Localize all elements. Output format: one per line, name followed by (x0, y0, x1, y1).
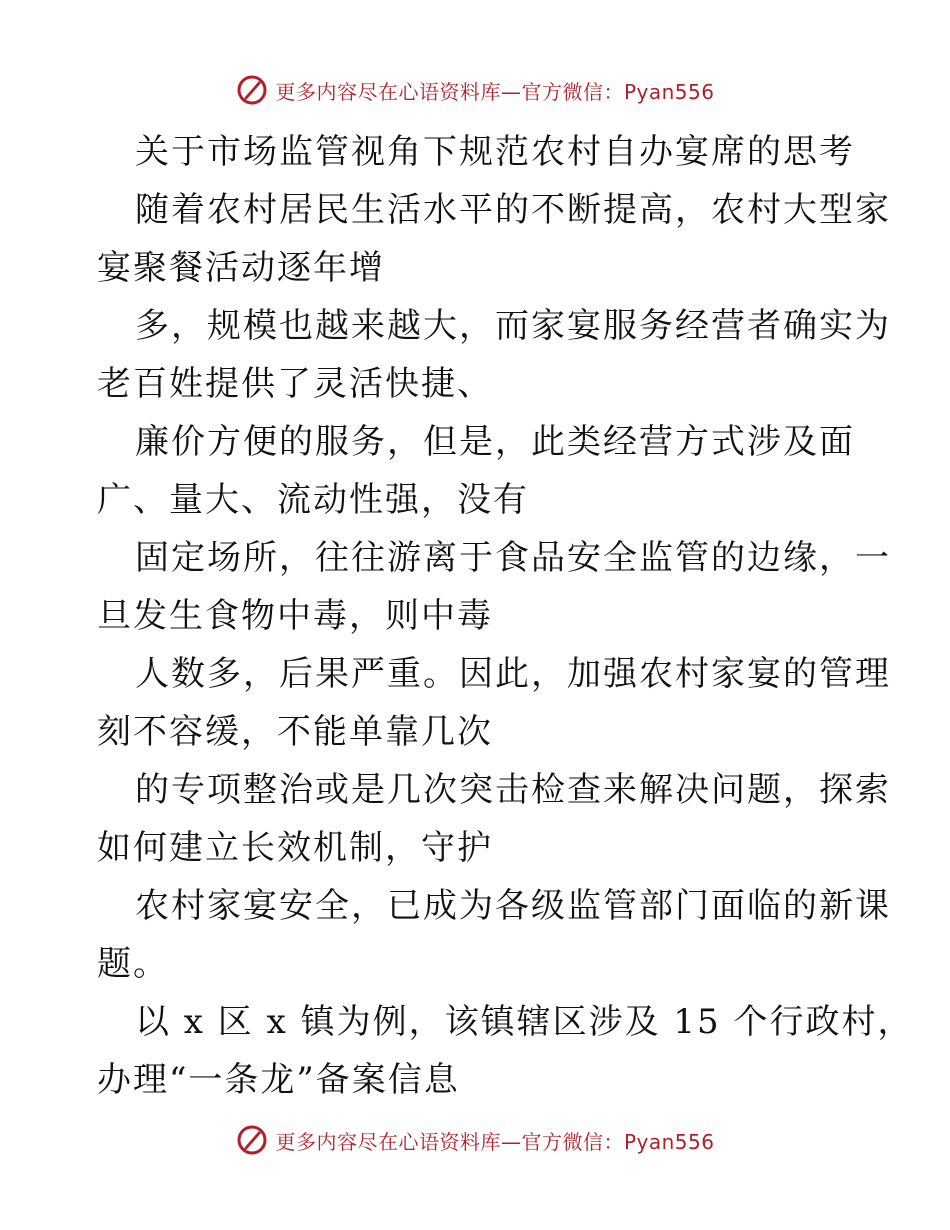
banner-text: 更多内容尽在心语资料库—官方微信：Pyan556 (275, 1129, 715, 1154)
paragraph-line: 人数多，后果严重。因此，加强农村家宴的管理 (135, 654, 891, 694)
header-banner (0, 70, 950, 110)
paragraph-line: 固定场所，往往游离于食品安全监管的边缘，一 (135, 538, 891, 578)
quill-logo-icon (235, 1123, 269, 1157)
quill-logo-icon (235, 73, 269, 107)
banner-text: 更多内容尽在心语资料库—官方微信：Pyan556 (275, 79, 715, 104)
paragraph-line: 广、量大、流动性强，没有 (97, 480, 529, 520)
paragraph-line: 刻不容缓，不能单靠几次 (97, 712, 493, 752)
paragraph-line: 廉价方便的服务，但是，此类经营方式涉及面 (135, 422, 855, 462)
paragraph-line: 办理“一条龙”备案信息 (97, 1060, 460, 1100)
paragraph-line: 如何建立长效机制，守护 (97, 828, 493, 868)
document-body (97, 123, 914, 1109)
paragraph-line: 多，规模也越来越大，而家宴服务经营者确实为 (135, 306, 891, 346)
document-title: 关于市场监管视角下规范农村自办宴席的思考 (135, 132, 855, 172)
footer-banner (0, 1120, 950, 1160)
paragraph-line: 题。 (97, 944, 169, 984)
paragraph-line: 以 x 区 x 镇为例，该镇辖区涉及 15 个行政村， (135, 1002, 914, 1042)
paragraph-line: 随着农村居民生活水平的不断提高，农村大型家 (135, 190, 891, 230)
paragraph-line: 旦发生食物中毒，则中毒 (97, 596, 493, 636)
paragraph-line: 农村家宴安全，已成为各级监管部门面临的新课 (135, 886, 891, 926)
paragraph-line: 宴聚餐活动逐年增 (97, 248, 385, 288)
paragraph-line: 的专项整治或是几次突击检查来解决问题，探索 (135, 770, 891, 810)
paragraph-line: 老百姓提供了灵活快捷、 (97, 364, 493, 404)
